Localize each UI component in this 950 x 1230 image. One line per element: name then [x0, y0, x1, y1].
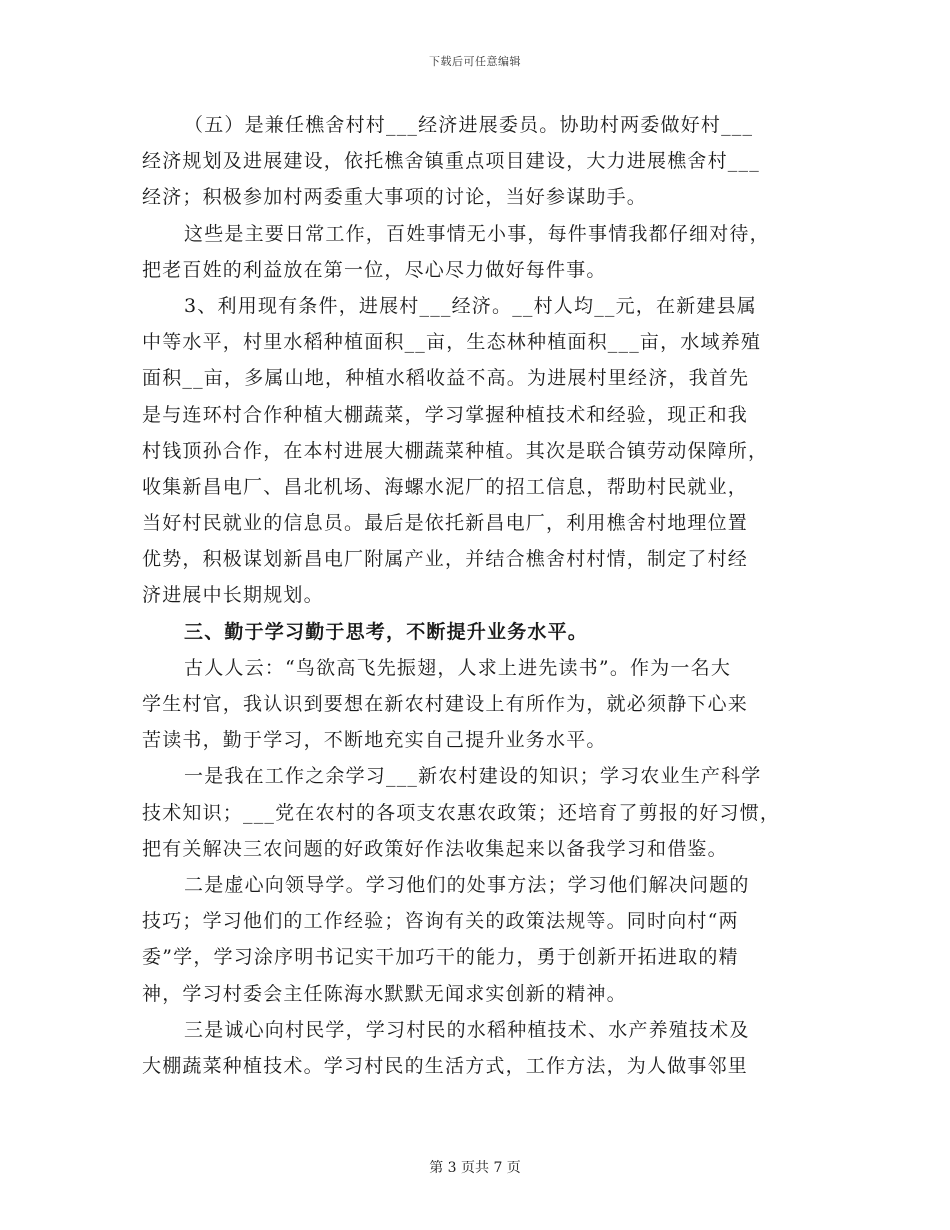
text-line: 把有关解决三农问题的好政策好作法收集起来以备我学习和借鉴。 — [142, 837, 728, 860]
text-line: 技术知识；___党在农村的各项支农惠农政策；还培育了剪报的好习惯， — [142, 801, 781, 824]
text-line: 技巧；学习他们的工作经验；咨询有关的政策法规等。同时向村“两 — [142, 910, 739, 933]
text-line: 古人人云：“鸟欲高飞先振翅，人求上进先读书”。作为一名大 — [184, 656, 732, 679]
text-line: 济进展中长期规划。 — [142, 584, 324, 607]
text-line: 当好村民就业的信息员。最后是依托新昌电厂，利用樵舍村地理位置 — [142, 512, 749, 535]
page-footer: 第 3 页共 7 页 — [429, 1160, 521, 1176]
text-line: 神，学习村委会主任陈海水默默无闻求实创新的精神。 — [142, 982, 627, 1005]
text-line: 面积__亩，多属山地，种植水稻收益不高。为进展村里经济，我首先 — [142, 367, 750, 390]
text-line: 收集新昌电厂、昌北机场、海螺水泥厂的招工信息，帮助村民就业， — [142, 475, 749, 498]
text-line: 经济规划及进展建设，依托樵舍镇重点项目建设，大力进展樵舍村___ — [142, 150, 760, 173]
text-line: 委”学，学习涂序明书记实干加巧干的能力，勇于创新开拓进取的精 — [142, 946, 739, 969]
text-line: 把老百姓的利益放在第一位，尽心尽力做好每件事。 — [142, 258, 607, 281]
text-line: 二是虚心向领导学。学习他们的处事方法；学习他们解决问题的 — [184, 873, 750, 896]
text-line: 苦读书，勤于学习，不断地充实自己提升业务水平。 — [142, 729, 607, 752]
page-header: 下载后可任意编辑 — [429, 55, 521, 68]
text-line: 优势，积极谋划新昌电厂附属产业，并结合樵舍村村情，制定了村经 — [142, 548, 749, 571]
text-line: 中等水平，村里水稻种植面积__亩，生态林种植面积___亩，水域养殖 — [142, 331, 762, 354]
text-line: 经济；积极参加村两委重大事项的讨论，当好参谋助手。 — [142, 186, 648, 209]
text-line: 大棚蔬菜种植技术。学习村民的生活方式，工作方法，为人做事邻里 — [142, 1054, 749, 1077]
section-heading: 三、勤于学习勤于思考，不断提升业务水平。 — [184, 620, 589, 643]
text-line: 三是诚心向村民学，学习村民的水稻种植技术、水产养殖技术及 — [184, 1018, 750, 1041]
text-line: 这些是主要日常工作，百姓事情无小事，每件事情我都仔细对待， — [184, 222, 770, 245]
text-line: 学生村官，我认识到要想在新农村建设上有所作为，就必须静下心来 — [142, 693, 749, 715]
text-line: 村钱顶孙合作，在本村进展大棚蔬菜种植。其次是联合镇劳动保障所， — [142, 439, 769, 462]
text-line: 3、利用现有条件，进展村___经济。__村人均__元，在新建县属 — [184, 294, 757, 317]
text-line: 一是我在工作之余学习___新农村建设的知识；学习农业生产科学 — [184, 765, 762, 788]
text-line: 是与连环村合作种植大棚蔬菜，学习掌握种植技术和经验，现正和我 — [142, 403, 749, 426]
text-line: （五）是兼任樵舍村村___经济进展委员。协助村两委做好村___ — [184, 114, 754, 136]
document-body — [142, 107, 822, 1084]
